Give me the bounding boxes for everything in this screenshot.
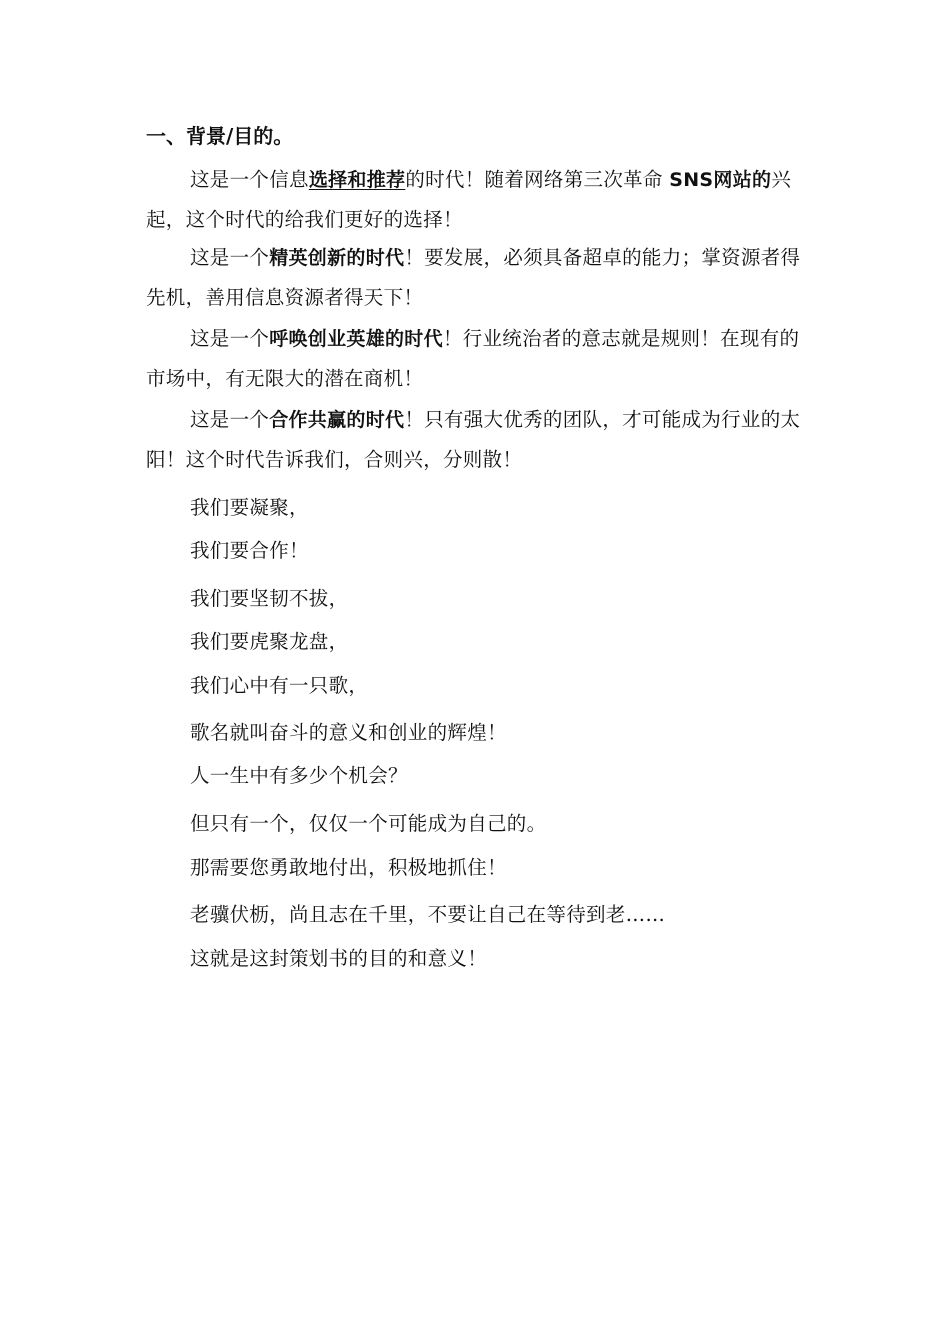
paragraph-cooperation-era — [146, 400, 806, 480]
paragraph-innovation-era — [146, 238, 806, 318]
verse-line: 歌名就叫奋斗的意义和创业的辉煌！ — [190, 721, 507, 744]
paragraph-text: ！行业统治者的意志就是规则！在现有的市场中，有无限大的潜在商机！ — [146, 327, 800, 390]
paragraph-text: ！只有强大优秀的团队，才可能成为行业的太阳！这个时代告诉我们，合则兴，分则散！ — [146, 408, 801, 471]
paragraph-text: 这是一个 — [190, 408, 270, 431]
bold-phrase: 精英创新的时代 — [269, 247, 405, 269]
verse-line: 我们要坚韧不拔， — [190, 587, 349, 610]
verse-line: 我们要虎聚龙盘， — [190, 630, 349, 653]
bold-underlined-phrase: 选择和推荐 — [308, 169, 406, 191]
verse-line: 我们要合作！ — [190, 539, 309, 562]
verse-line: 但只有一个，仅仅一个可能成为自己的。 — [190, 812, 547, 835]
paragraph-text: 兴起，这个时代的给我们更好的选择！ — [146, 168, 792, 231]
paragraph-text: 的时代！随着网络第三次革命 — [405, 168, 670, 191]
verse-line: 我们要凝聚， — [190, 496, 309, 519]
paragraph-hero-era — [146, 319, 806, 399]
bold-phrase: 呼唤创业英雄的时代 — [269, 328, 443, 350]
section-heading: 一、背景/目的。 — [146, 124, 294, 148]
bold-phrase: 合作共赢的时代 — [269, 409, 405, 431]
bold-phrase: SNS网站的 — [669, 169, 772, 191]
paragraph-text: 这是一个信息 — [190, 168, 309, 191]
paragraph-text: ！要发展，必须具备超卓的能力；掌资源者得先机，善用信息资源者得天下！ — [146, 246, 801, 309]
verse-line: 人一生中有多少个机会？ — [190, 764, 408, 787]
verse-line: 我们心中有一只歌， — [190, 674, 369, 697]
paragraph-text: 这是一个 — [190, 327, 270, 350]
verse-line: 老骥伏枥，尚且志在千里，不要让自己在等待到老…… — [190, 903, 666, 926]
paragraph-selection-era — [146, 160, 806, 240]
verse-line: 那需要您勇敢地付出，积极地抓住！ — [190, 856, 507, 879]
paragraph-text: 这是一个 — [190, 246, 270, 269]
verse-line: 这就是这封策划书的目的和意义！ — [190, 947, 488, 970]
